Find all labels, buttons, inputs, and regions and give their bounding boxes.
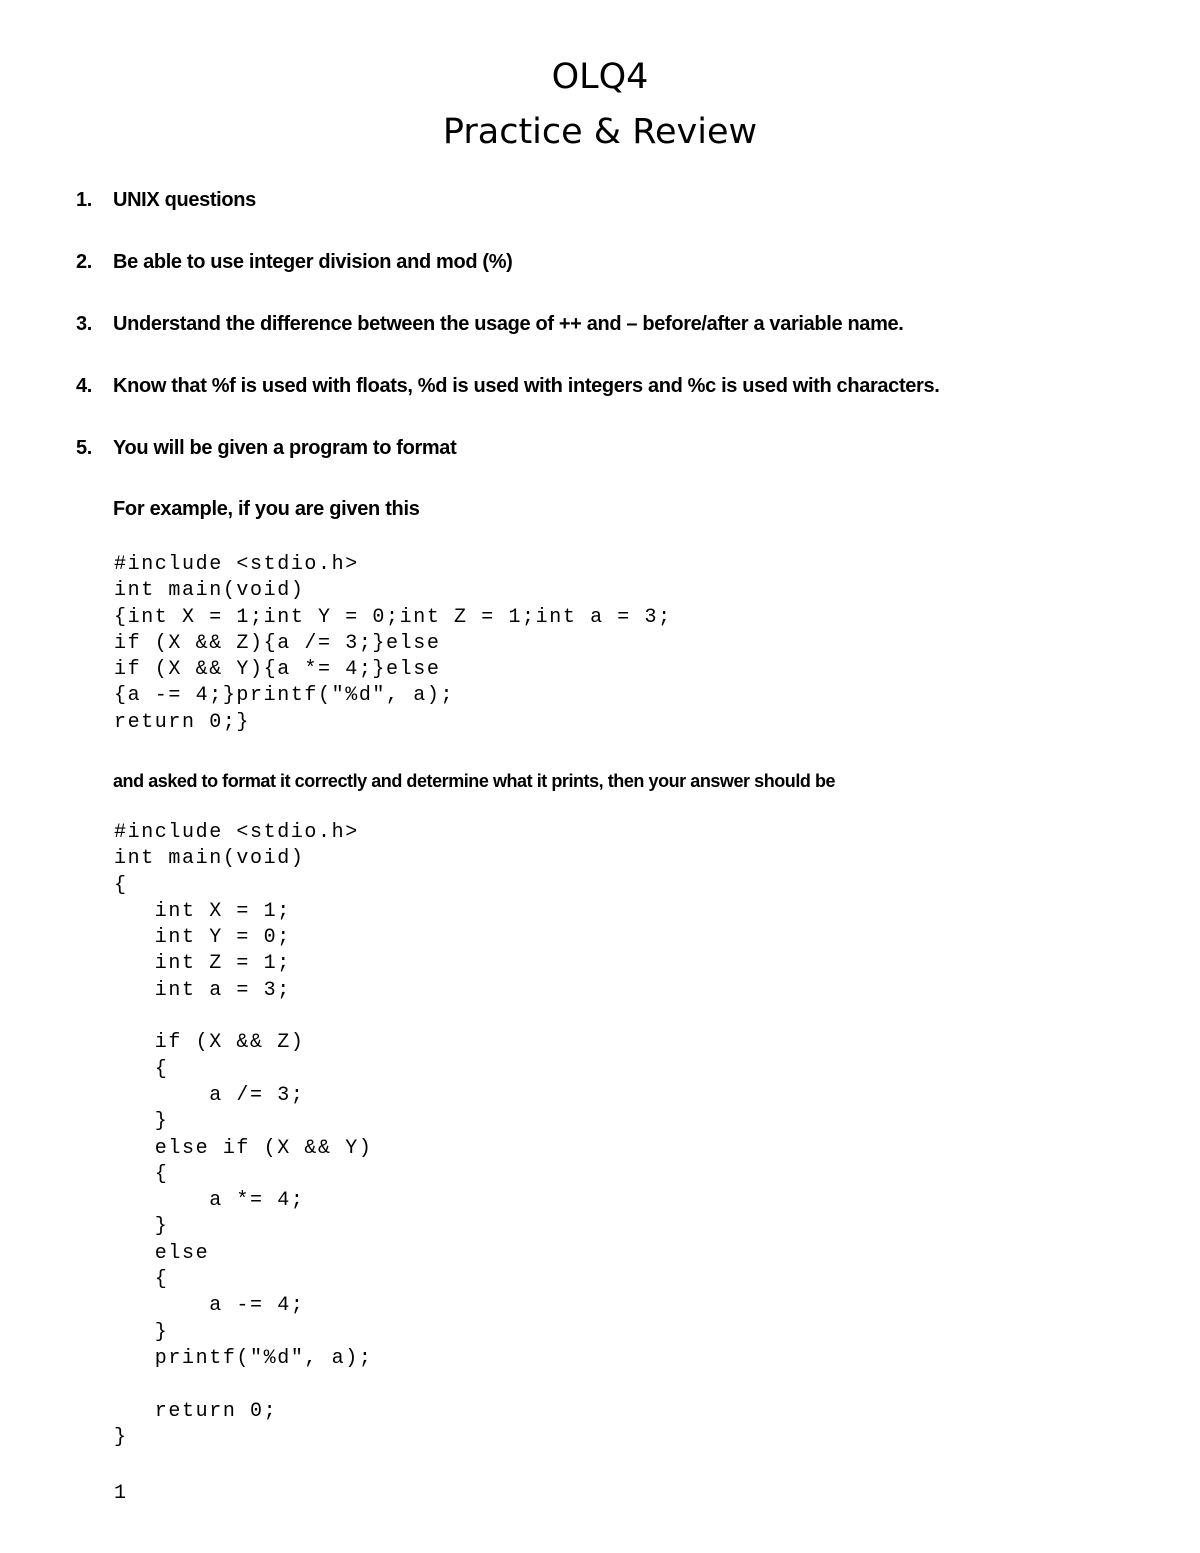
question-number: 3. — [76, 313, 92, 335]
question-text: Be able to use integer division and mod (%) — [113, 251, 513, 273]
question-text: UNIX questions — [113, 189, 256, 211]
question-item — [76, 187, 256, 213]
question-number: 1. — [76, 189, 92, 211]
printed-output: 1 — [114, 1482, 127, 1505]
question-number: 2. — [76, 251, 92, 273]
question-number: 5. — [76, 437, 92, 459]
question-item — [76, 373, 939, 399]
answer-intro: and asked to format it correctly and determine what it prints, then your answer should be — [113, 771, 836, 791]
question-text: Know that %f is used with floats, %d is used with integers and %c is used with characters. — [113, 375, 940, 397]
page-subtitle: Practice & Review — [442, 112, 758, 152]
question-item — [76, 435, 456, 461]
page-title: OLQ4 — [551, 57, 649, 97]
question-number: 4. — [76, 375, 92, 397]
unformatted-code-block: #include <stdio.h> int main(void) {int X = 1;int Y = 0;int Z = 1;int a = 3; if (X && Z){a /= 3;}else if (X && Y){a *= 4;}else {a -= 4;}printf("%d", a); return 0;} — [114, 553, 672, 734]
question-text: You will be given a program to format — [113, 437, 457, 459]
example-intro: For example, if you are given this — [113, 498, 420, 520]
question-text: Understand the difference between the usage of ++ and – before/after a variable name. — [113, 313, 904, 335]
question-item — [76, 311, 904, 337]
formatted-code-block: #include <stdio.h> int main(void) { int X = 1; int Y = 0; int Z = 1; int a = 3; if (X && Z) { a /= 3; } else if (X && Y) { a *= 4; } else { a -= 4; } printf("%d", a); return 0; } — [114, 821, 373, 1449]
question-item — [76, 249, 512, 275]
title-block — [0, 50, 1200, 160]
